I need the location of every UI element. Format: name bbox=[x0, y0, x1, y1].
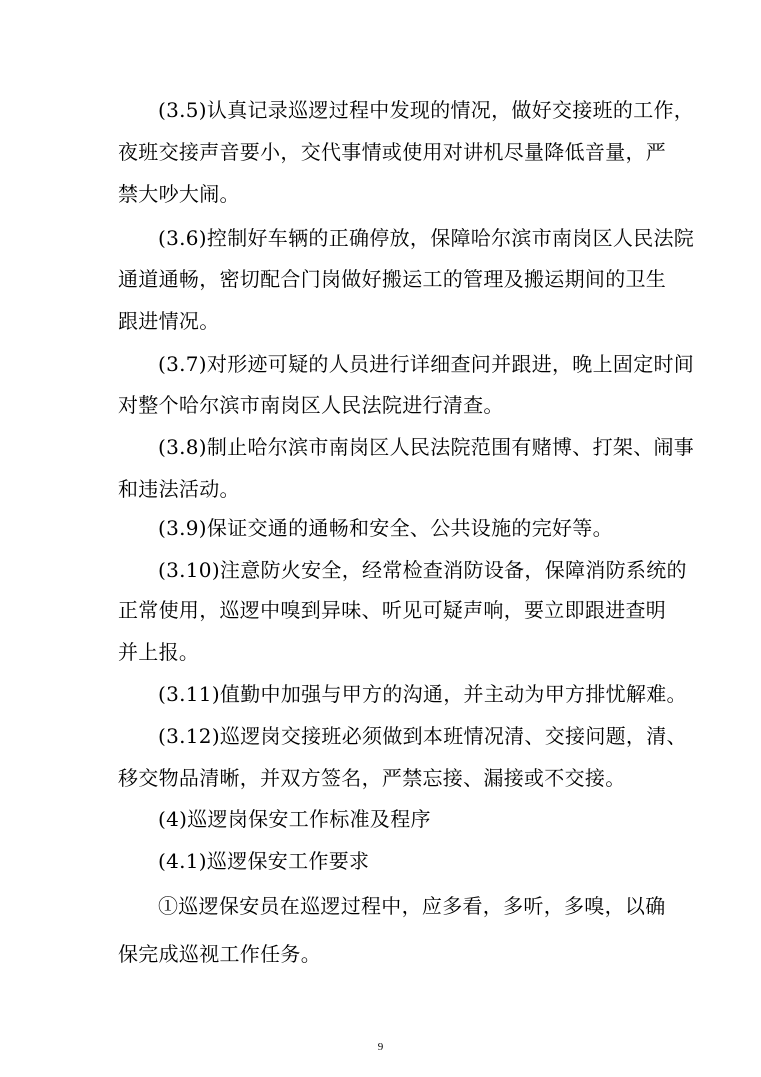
text-line: (3.5)认真记录巡逻过程中发现的情况，做好交接班的工作， bbox=[158, 98, 695, 122]
page-number: 9 bbox=[377, 1041, 384, 1053]
text-line: (3.9)保证交通的通畅和安全、公共设施的完好等。 bbox=[158, 516, 613, 540]
text-line: (3.12)巡逻岗交接班必须做到本班情况清、交接问题，清、 bbox=[158, 724, 687, 748]
text-line: (3.11)值勤中加强与甲方的沟通，并主动为甲方排忧解难。 bbox=[158, 682, 687, 706]
text-line: 对整个哈尔滨市南岗区人民法院进行清查。 bbox=[118, 393, 504, 417]
text-line: ➀巡逻保安员在巡逻过程中，应多看，多听，多嗅，以确 bbox=[158, 894, 666, 918]
text-line: 并上报。 bbox=[118, 640, 200, 664]
text-line: (3.10)注意防火安全，经常检查消防设备，保障消防系统的 bbox=[158, 558, 687, 582]
text-line: 跟进情况。 bbox=[118, 309, 220, 333]
subsection-heading: (4.1)巡逻保安工作要求 bbox=[158, 849, 370, 873]
text-line: 通道通畅，密切配合门岗做好搬运工的管理及搬运期间的卫生 bbox=[118, 267, 667, 291]
text-line: 和违法活动。 bbox=[118, 477, 240, 501]
text-line: (3.8)制止哈尔滨市南岗区人民法院范围有赌博、打架、闹事 bbox=[158, 435, 695, 459]
text-line: 禁大吵大闹。 bbox=[118, 182, 240, 206]
text-line: 正常使用，巡逻中嗅到异味、听见可疑声响，要立即跟进查明 bbox=[118, 598, 667, 622]
text-line: 移交物品清晰，并双方签名，严禁忘接、漏接或不交接。 bbox=[118, 766, 626, 790]
text-line: 夜班交接声音要小，交代事情或使用对讲机尽量降低音量，严 bbox=[118, 140, 667, 164]
text-line: (3.6)控制好车辆的正确停放，保障哈尔滨市南岗区人民法院 bbox=[158, 226, 695, 250]
text-line: (3.7)对形迹可疑的人员进行详细查问并跟进，晚上固定时间 bbox=[158, 352, 695, 376]
text-line: 保完成巡视工作任务。 bbox=[118, 942, 321, 966]
section-heading: (4)巡逻岗保安工作标准及程序 bbox=[158, 807, 431, 831]
